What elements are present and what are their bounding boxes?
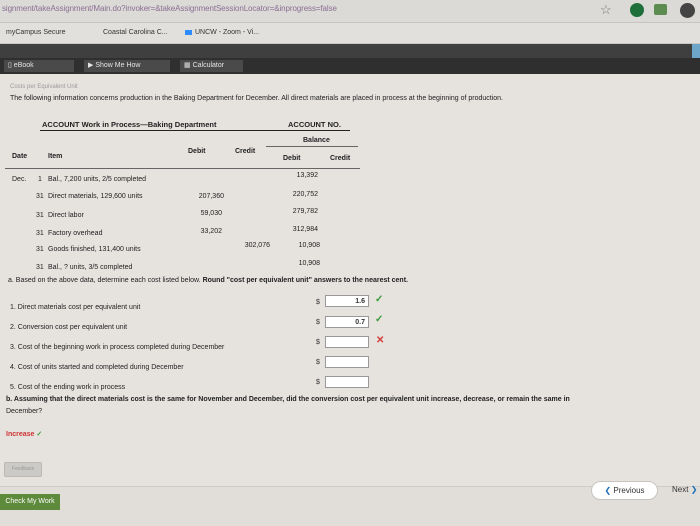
- row-day: 31: [36, 246, 44, 253]
- row-item: Bal., ? units, 3/5 completed: [48, 264, 133, 271]
- bookmark-star-icon[interactable]: ☆: [600, 2, 612, 17]
- row-day: 31: [36, 264, 44, 271]
- col-item: Item: [48, 153, 63, 160]
- row-debit: 59,030: [200, 210, 222, 217]
- bookmark-coastal-carolina[interactable]: Coastal Carolina C...: [103, 29, 168, 36]
- feedback-button[interactable]: Feedback: [4, 462, 42, 477]
- calculator-icon: ▦: [184, 62, 193, 69]
- main-content: [0, 74, 700, 525]
- bookmark-uncw-zoom[interactable]: UNCW - Zoom - Vi...: [185, 29, 259, 36]
- question-a-item-2: 2. Conversion cost per equivalent unit: [10, 324, 128, 331]
- row-balance: 279,782: [292, 208, 318, 215]
- answer-input-2[interactable]: 0.7: [325, 316, 369, 328]
- chevron-right-icon: ❯: [690, 485, 698, 494]
- question-a-item-1: 1. Direct materials cost per equivalent unit: [10, 304, 141, 311]
- row-date: Dec.: [12, 176, 27, 183]
- row-item: Factory overhead: [48, 230, 103, 237]
- previous-button[interactable]: [591, 481, 658, 500]
- row-balance: 13,392: [296, 172, 318, 179]
- correct-check-icon: ✓: [375, 314, 384, 325]
- bookmark-mycampus[interactable]: myCampus Secure: [6, 29, 66, 36]
- row-debit: 207,360: [198, 193, 224, 200]
- question-a-text: a. Based on the above data, determine each cost listed below. Round "cost per equivalent unit" answers to the nearest cent.: [8, 277, 408, 284]
- answer-select-b[interactable]: [6, 430, 42, 438]
- answer-input-4[interactable]: [325, 356, 369, 368]
- row-balance: 10,908: [298, 260, 320, 267]
- row-day: 31: [36, 212, 44, 219]
- col-balance-debit: Debit: [283, 155, 301, 162]
- balance-rule: [266, 146, 358, 147]
- row-credit: 302,076: [244, 242, 270, 249]
- question-a-item-5: 5. Cost of the ending work in process: [10, 384, 126, 391]
- col-balance-credit: Credit: [330, 155, 351, 162]
- row-balance: 10,908: [298, 242, 320, 249]
- zoom-icon: [185, 30, 192, 35]
- correct-check-icon: ✓: [375, 294, 384, 305]
- col-credit: Credit: [235, 148, 256, 155]
- chevron-left-icon: ❮: [604, 486, 612, 495]
- dollar-sign: $: [316, 339, 320, 346]
- account-no-label: ACCOUNT NO.: [288, 120, 341, 129]
- selected-answer: Increase: [6, 431, 35, 438]
- profile-avatar-icon[interactable]: [680, 3, 695, 18]
- extension-icon-tray[interactable]: [654, 4, 667, 15]
- row-day: 1: [38, 176, 42, 183]
- dollar-sign: $: [316, 379, 320, 386]
- row-item: Direct labor: [48, 212, 84, 219]
- ledger-body-rule: [5, 168, 360, 169]
- bookmarks-bar: [0, 23, 700, 44]
- answer-input-1[interactable]: 1.6: [325, 295, 369, 307]
- row-item: Direct materials, 129,600 units: [48, 193, 143, 200]
- page-title: Costs per Equivalent Unit: [10, 84, 78, 90]
- check-my-work-button[interactable]: Check My Work: [0, 494, 60, 510]
- balance-label: Balance: [303, 137, 330, 144]
- next-button[interactable]: [672, 481, 697, 498]
- correct-check-icon: ✓: [36, 431, 43, 438]
- book-icon: ▯: [8, 62, 14, 69]
- question-b-text: b. Assuming that the direct materials cost is the same for November and December, did the conversion cost per equivalent unit increase, decrease, or remain the same in: [6, 396, 570, 403]
- ebook-button[interactable]: ▯ eBook: [4, 60, 74, 72]
- row-item: Bal., 7,200 units, 2/5 completed: [48, 176, 147, 183]
- question-b-text-2: December?: [6, 408, 43, 415]
- answer-input-5[interactable]: [325, 376, 369, 388]
- row-day: 31: [36, 230, 44, 237]
- app-header: [0, 44, 700, 58]
- next-label: Next: [672, 485, 689, 494]
- assignment-toolbar: [0, 58, 700, 74]
- extension-icon-green[interactable]: [630, 3, 644, 17]
- address-url[interactable]: signment/takeAssignment/Main.do?invoker=&takeAssignmentSessionLocator=&inprogress=false: [2, 4, 337, 13]
- dollar-sign: $: [316, 299, 320, 306]
- question-a-item-3: 3. Cost of the beginning work in process completed during December: [10, 344, 225, 351]
- col-date: Date: [12, 153, 28, 160]
- row-balance: 312,984: [292, 226, 318, 233]
- answer-input-3[interactable]: [325, 336, 369, 348]
- show-me-how-button[interactable]: ▶ Show Me How: [84, 60, 170, 72]
- dollar-sign: $: [316, 319, 320, 326]
- row-item: Goods finished, 131,400 units: [48, 246, 141, 253]
- row-balance: 220,752: [292, 191, 318, 198]
- ledger-title: ACCOUNT Work in Process—Baking Department: [42, 120, 217, 129]
- footer-bar: [0, 486, 700, 526]
- calculator-button[interactable]: ▦ Calculator: [180, 60, 243, 72]
- col-debit: Debit: [188, 148, 206, 155]
- dollar-sign: $: [316, 359, 320, 366]
- row-debit: 33,202: [200, 228, 222, 235]
- header-edge-accent: [692, 44, 700, 58]
- intro-text: The following information concerns production in the Baking Department for December. All direct materials are placed in process at the beginning of production.: [10, 95, 503, 102]
- incorrect-x-icon: ✕: [376, 335, 385, 346]
- question-a-item-4: 4. Cost of units started and completed during December: [10, 364, 184, 371]
- ledger-header-rule: [40, 130, 350, 131]
- previous-label: Previous: [613, 486, 645, 495]
- video-icon: ▶: [88, 62, 96, 69]
- browser-url-bar: [0, 0, 700, 23]
- row-day: 31: [36, 193, 44, 200]
